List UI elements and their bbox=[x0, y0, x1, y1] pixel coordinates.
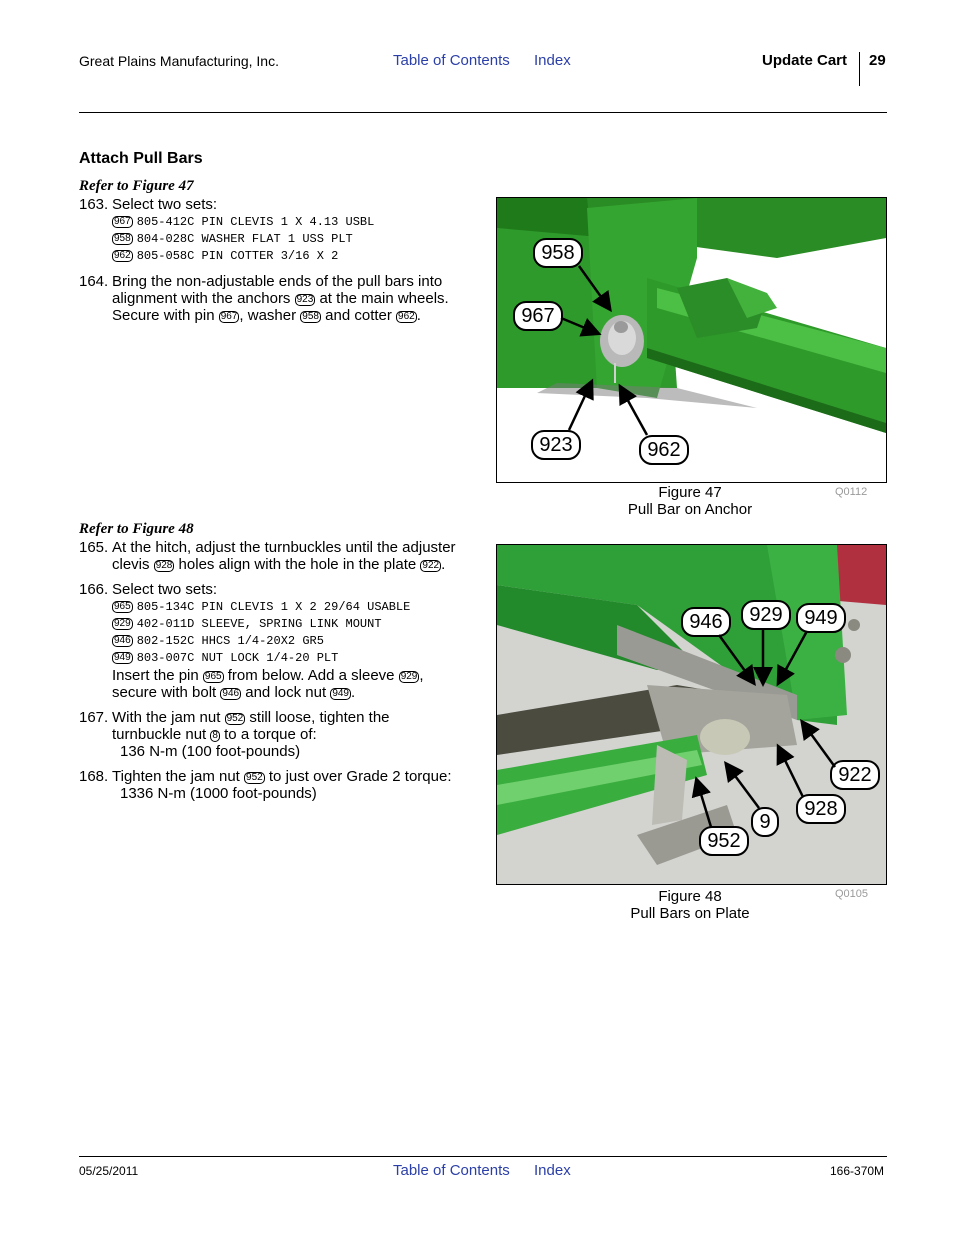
step-line: clevis 928 holes align with the hole in the plate 922 . bbox=[112, 556, 446, 573]
callout-ref: 952 bbox=[246, 772, 263, 783]
header-rule bbox=[79, 112, 887, 113]
parts-list-item bbox=[112, 633, 410, 650]
callout-929: 929 bbox=[741, 600, 791, 630]
callout-952: 952 bbox=[699, 826, 749, 856]
callout-ref: 8 bbox=[212, 730, 218, 741]
index-link-footer[interactable]: Index bbox=[534, 1162, 571, 1179]
callout-962: 962 bbox=[639, 435, 689, 465]
figure-47-number: Figure 47 bbox=[658, 484, 722, 501]
callout-ref: 958 bbox=[302, 311, 319, 322]
part-ref: 962 bbox=[114, 250, 131, 261]
footer-date: 05/25/2011 bbox=[79, 1164, 139, 1178]
parts-list-item bbox=[112, 248, 374, 265]
figure-47-image bbox=[496, 197, 887, 483]
step-line: At the hitch, adjust the turnbuckles until the adjuster bbox=[112, 539, 456, 556]
step-164-number: 164. bbox=[79, 273, 109, 290]
part-description: 803-007C NUT LOCK 1/4-20 PLT bbox=[136, 651, 339, 665]
index-link-header[interactable]: Index bbox=[534, 52, 571, 69]
step-line: Tighten the jam nut 952 to just over Grade 2 torque: bbox=[112, 768, 452, 785]
step-line: secure with bolt 946 and lock nut 949 . bbox=[112, 684, 356, 701]
callout-946: 946 bbox=[681, 607, 731, 637]
footer-doc-number: 166-370M bbox=[830, 1164, 885, 1178]
header-divider bbox=[859, 52, 860, 86]
torque-value: 1336 N-m (1000 foot-pounds) bbox=[120, 785, 317, 802]
parts-list-2 bbox=[112, 599, 410, 667]
company-name: Great Plains Manufacturing, Inc. bbox=[79, 53, 279, 69]
part-description: 804-028C WASHER FLAT 1 USS PLT bbox=[136, 232, 353, 246]
step-168-number: 168. bbox=[79, 768, 109, 785]
callout-949: 949 bbox=[796, 603, 846, 633]
step-166-number: 166. bbox=[79, 581, 109, 598]
figure-48-reference: Refer to Figure 48 bbox=[79, 521, 194, 537]
callout-958: 958 bbox=[533, 238, 583, 268]
parts-list-item bbox=[112, 650, 410, 667]
step-164-text bbox=[112, 273, 472, 324]
callout-ref: 929 bbox=[400, 671, 418, 682]
page-number: 29 bbox=[869, 52, 886, 69]
parts-list-item bbox=[112, 599, 410, 616]
callout-ref: 949 bbox=[332, 688, 349, 699]
callout-ref: 928 bbox=[155, 560, 173, 571]
figure-48-image bbox=[496, 544, 887, 885]
callout-ref: 952 bbox=[226, 713, 244, 724]
part-ref: 949 bbox=[114, 652, 131, 663]
section-title: Attach Pull Bars bbox=[79, 150, 203, 167]
step-165-number: 165. bbox=[79, 539, 109, 556]
part-description: 402-011D SLEEVE, SPRING LINK MOUNT bbox=[136, 617, 382, 631]
figure-48-number: Figure 48 bbox=[658, 888, 722, 905]
callout-967: 967 bbox=[513, 301, 563, 331]
part-description: 805-412C PIN CLEVIS 1 X 4.13 USBL bbox=[136, 215, 375, 229]
part-ref: 965 bbox=[114, 601, 131, 612]
step-165-text bbox=[112, 539, 472, 573]
step-line: alignment with the anchors 923 at the main wheels. bbox=[112, 290, 449, 307]
toc-link-header[interactable]: Table of Contents bbox=[393, 52, 510, 69]
part-ref: 958 bbox=[114, 233, 131, 244]
callout-923: 923 bbox=[531, 430, 581, 460]
step-line: Bring the non-adjustable ends of the pull bars into bbox=[112, 273, 443, 290]
step-line: With the jam nut 952 still loose, tighten the bbox=[112, 709, 390, 726]
figure-48-code: Q0105 bbox=[835, 888, 869, 900]
step-168-text bbox=[112, 768, 482, 802]
parts-list-1 bbox=[112, 214, 374, 265]
toc-link-footer[interactable]: Table of Contents bbox=[393, 1162, 510, 1179]
callout-928: 928 bbox=[796, 794, 846, 824]
callout-ref: 923 bbox=[296, 294, 314, 305]
part-description: 805-134C PIN CLEVIS 1 X 2 29/64 USABLE bbox=[136, 600, 411, 614]
figure-47-leaders bbox=[497, 198, 886, 482]
part-ref: 929 bbox=[114, 618, 131, 629]
callout-9: 9 bbox=[751, 807, 779, 837]
figure-47-title: Pull Bar on Anchor bbox=[627, 501, 753, 518]
step-166-text: Select two sets: bbox=[112, 581, 218, 598]
figure-47-reference: Refer to Figure 47 bbox=[79, 178, 194, 194]
figure-48-caption bbox=[540, 888, 840, 922]
figure-47-code: Q0112 bbox=[835, 486, 868, 498]
footer-rule bbox=[79, 1156, 887, 1157]
step-166-instructions bbox=[112, 667, 472, 701]
parts-list-item bbox=[112, 231, 374, 248]
figure-47-caption bbox=[540, 484, 840, 518]
figure-48-title: Pull Bars on Plate bbox=[630, 905, 750, 922]
step-163-number: 163. bbox=[79, 196, 109, 213]
callout-ref: 946 bbox=[222, 688, 240, 699]
part-ref: 946 bbox=[114, 635, 131, 646]
callout-ref: 967 bbox=[220, 311, 238, 322]
callout-ref: 922 bbox=[422, 560, 440, 571]
step-line: Insert the pin 965 from below. Add a sleeve 929 , bbox=[112, 667, 424, 684]
callout-ref: 962 bbox=[398, 311, 415, 322]
callout-922: 922 bbox=[830, 760, 880, 790]
step-163-text: Select two sets: bbox=[112, 196, 218, 213]
part-description: 805-058C PIN COTTER 3/16 X 2 bbox=[136, 249, 339, 263]
step-167-number: 167. bbox=[79, 709, 109, 726]
step-line: Secure with pin 967 , washer 958 and cotter 962 . bbox=[112, 307, 421, 324]
parts-list-item bbox=[112, 214, 374, 231]
parts-list-item bbox=[112, 616, 410, 633]
torque-value: 136 N-m (100 foot-pounds) bbox=[120, 743, 301, 760]
callout-ref: 965 bbox=[204, 671, 222, 682]
section-name: Update Cart bbox=[762, 52, 848, 69]
part-description: 802-152C HHCS 1/4-20X2 GR5 bbox=[136, 634, 324, 648]
step-167-text bbox=[112, 709, 472, 760]
part-ref: 967 bbox=[114, 216, 131, 227]
step-line: turnbuckle nut 8 to a torque of: bbox=[112, 726, 317, 743]
figure-48-leaders bbox=[497, 545, 886, 884]
